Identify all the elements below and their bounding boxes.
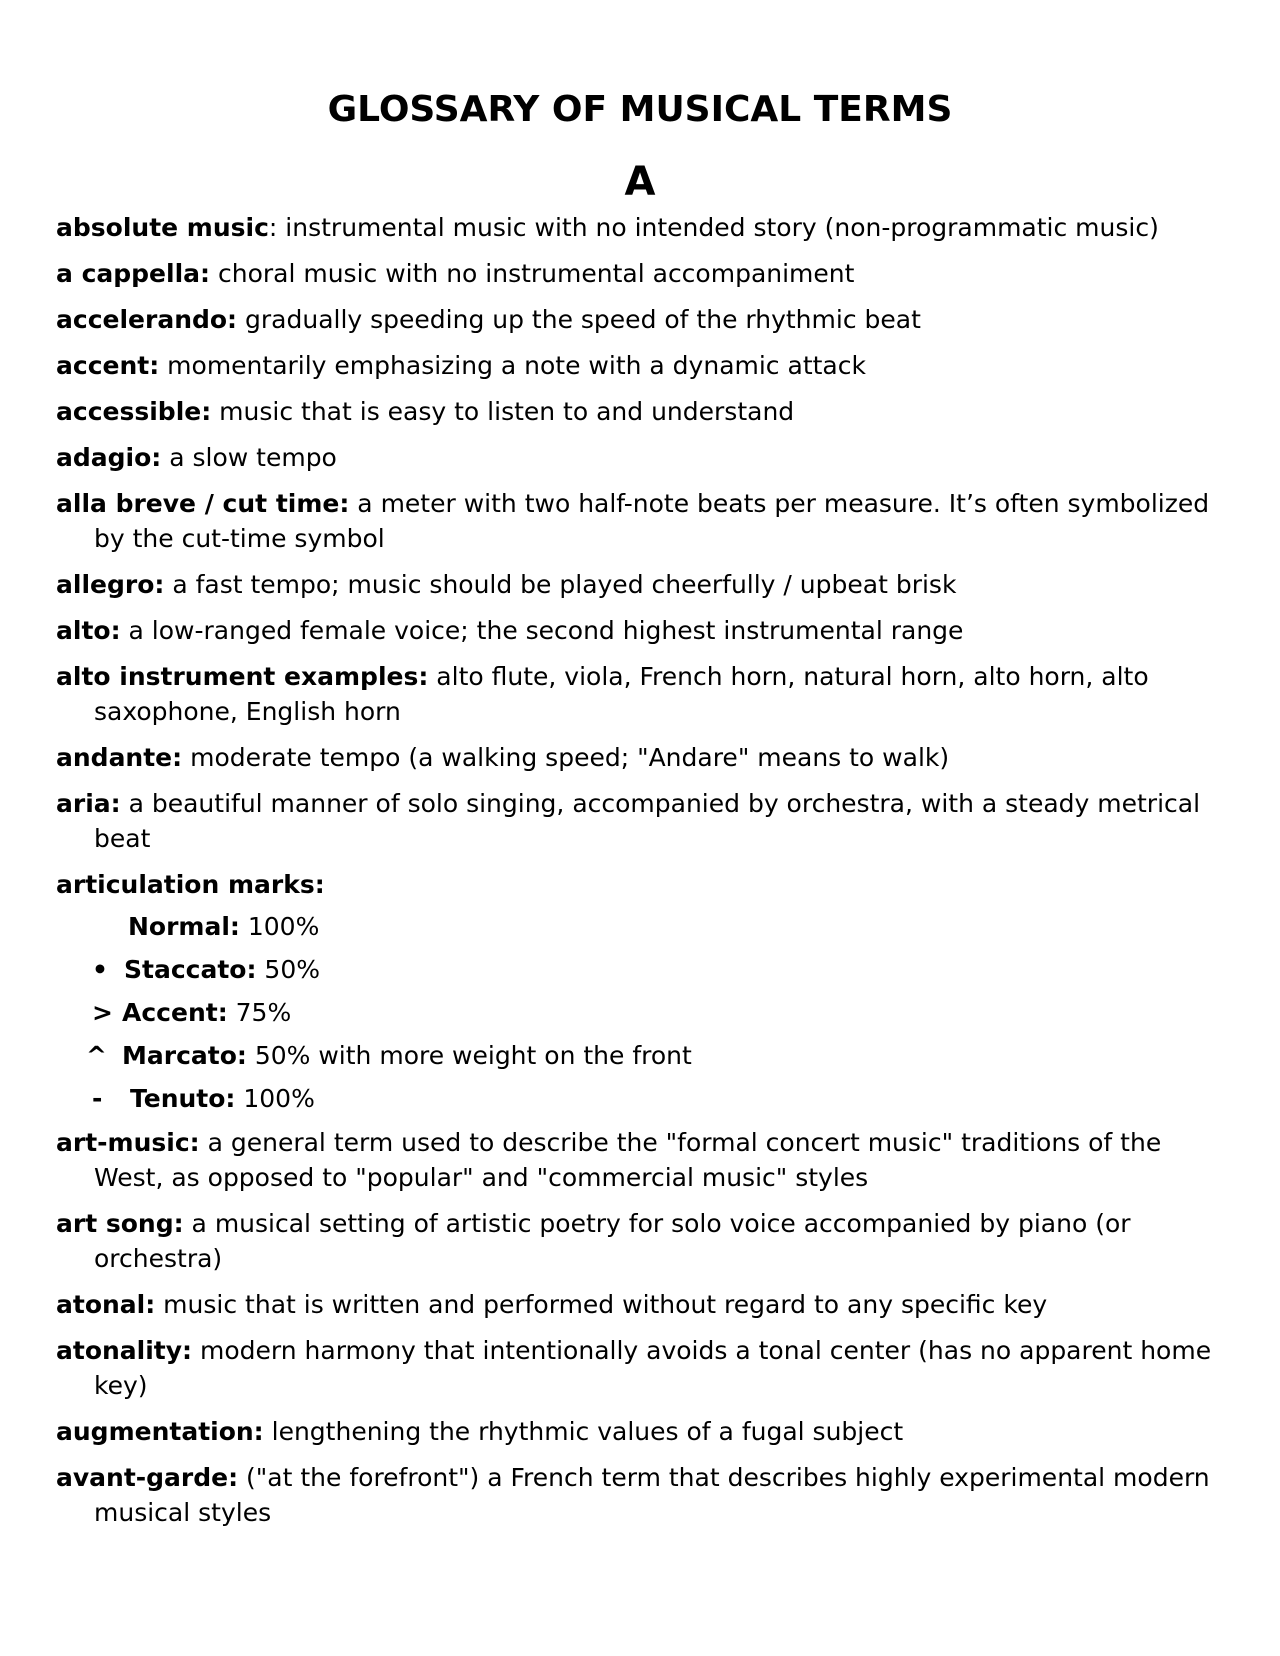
entry-term: alto: bbox=[56, 616, 121, 645]
glossary-entry bbox=[56, 740, 1226, 775]
entry-term: atonal: bbox=[56, 1290, 156, 1319]
entry-term: a cappella: bbox=[56, 259, 211, 288]
glossary-entry bbox=[56, 786, 1226, 856]
entries-before-list bbox=[56, 210, 1226, 902]
articulation-term: Tenuto: bbox=[130, 1084, 236, 1113]
articulation-value: 100% bbox=[239, 912, 320, 941]
entry-term: aria: bbox=[56, 789, 121, 818]
page-title: GLOSSARY OF MUSICAL TERMS bbox=[327, 89, 953, 130]
articulation-term: Staccato: bbox=[124, 955, 257, 984]
entry-term: accent: bbox=[56, 351, 160, 380]
entry-term: accessible: bbox=[56, 397, 212, 426]
articulation-mark-row bbox=[56, 1039, 1226, 1073]
entry-term: alto instrument examples: bbox=[56, 662, 429, 691]
articulation-mark-text bbox=[122, 1039, 692, 1073]
entry-term: adagio: bbox=[56, 443, 162, 472]
articulation-value: 75% bbox=[227, 998, 292, 1027]
glossary-entry bbox=[56, 867, 1226, 902]
entry-definition: alto flute, viola, French horn, natural horn, alto horn, alto saxophone, English horn bbox=[94, 662, 1149, 726]
entry-definition: moderate tempo (a walking speed; "Andare" means to walk) bbox=[182, 743, 950, 772]
entry-definition: momentarily emphasizing a note with a dynamic attack bbox=[159, 351, 866, 380]
entry-term: allegro: bbox=[56, 570, 165, 599]
entry-definition: a general term used to describe the "formal concert music" traditions of the West, as opposed to "popular" and "commercial music" styles bbox=[94, 1128, 1162, 1192]
articulation-value: 50% bbox=[256, 955, 320, 984]
entry-term: atonality: bbox=[56, 1336, 193, 1365]
glossary-entries bbox=[56, 210, 1226, 1541]
entry-definition: lengthening the rhythmic values of a fugal subject bbox=[263, 1417, 904, 1446]
entry-term: augmentation: bbox=[56, 1417, 264, 1446]
articulation-term: Accent: bbox=[122, 998, 228, 1027]
glossary-entry bbox=[56, 1333, 1226, 1403]
glossary-entry bbox=[56, 1125, 1226, 1195]
glossary-entry bbox=[56, 302, 1226, 337]
articulation-marks-list bbox=[56, 910, 1226, 1116]
entry-term: articulation marks: bbox=[56, 870, 325, 899]
entry-definition: a slow tempo bbox=[161, 443, 337, 472]
glossary-entry bbox=[56, 567, 1226, 602]
glossary-entry bbox=[56, 486, 1226, 556]
glossary-entry bbox=[56, 440, 1226, 475]
glossary-entry bbox=[56, 1460, 1226, 1530]
entry-term: avant-garde: bbox=[56, 1463, 239, 1492]
glossary-entry bbox=[56, 394, 1226, 429]
entry-definition: modern harmony that intentionally avoids a tonal center (has no apparent home key) bbox=[94, 1336, 1212, 1400]
entry-definition: instrumental music with no intended story (non-programmatic music) bbox=[277, 213, 1159, 242]
articulation-symbol: - bbox=[92, 1084, 103, 1113]
entry-term: andante: bbox=[56, 743, 183, 772]
entries-after-list bbox=[56, 1125, 1226, 1530]
entry-term: alla breve / cut time: bbox=[56, 489, 350, 518]
articulation-mark-text bbox=[124, 953, 320, 987]
entry-definition: choral music with no instrumental accompaniment bbox=[210, 259, 855, 288]
entry-definition: a musical setting of artistic poetry for solo voice accompanied by piano (or orchestra) bbox=[94, 1209, 1131, 1273]
entry-definition: ("at the forefront") a French term that describes highly experimental modern musical styles bbox=[94, 1463, 1210, 1527]
articulation-value: 50% with more weight on the front bbox=[246, 1041, 692, 1070]
glossary-entry bbox=[56, 613, 1226, 648]
entry-definition: a low-ranged female voice; the second highest instrumental range bbox=[120, 616, 964, 645]
entry-definition: music that is easy to listen to and understand bbox=[211, 397, 795, 426]
entry-definition: music that is written and performed without regard to any specific key bbox=[155, 1290, 1048, 1319]
articulation-symbol: ^ bbox=[86, 1041, 107, 1070]
articulation-mark-row bbox=[56, 996, 1226, 1030]
glossary-entry bbox=[56, 1414, 1226, 1449]
entry-definition: a beautiful manner of solo singing, accompanied by orchestra, with a steady metrical beat bbox=[94, 789, 1201, 853]
articulation-mark-row bbox=[56, 953, 1226, 987]
articulation-mark-row bbox=[56, 1082, 1226, 1116]
entry-definition: gradually speeding up the speed of the rhythmic beat bbox=[237, 305, 921, 334]
articulation-mark-text bbox=[128, 910, 319, 944]
articulation-symbol: > bbox=[92, 998, 113, 1027]
entry-separator: : bbox=[268, 213, 278, 242]
section-letter: A bbox=[624, 159, 656, 205]
articulation-symbol: • bbox=[92, 955, 108, 984]
glossary-entry bbox=[56, 348, 1226, 383]
glossary-entry bbox=[56, 659, 1226, 729]
glossary-entry bbox=[56, 1206, 1226, 1276]
articulation-mark-text bbox=[122, 996, 291, 1030]
glossary-entry bbox=[56, 256, 1226, 291]
articulation-term: Marcato: bbox=[122, 1041, 247, 1070]
glossary-entry bbox=[56, 210, 1226, 245]
entry-term: art-music: bbox=[56, 1128, 200, 1157]
entry-definition: a meter with two half-note beats per measure. It’s often symbolized by the cut-time symbol bbox=[94, 489, 1210, 553]
entry-term: accelerando: bbox=[56, 305, 238, 334]
entry-definition: a fast tempo; music should be played cheerfully / upbeat brisk bbox=[164, 570, 957, 599]
entry-term: absolute music bbox=[56, 213, 269, 242]
articulation-value: 100% bbox=[235, 1084, 315, 1113]
entry-term: art song: bbox=[56, 1209, 184, 1238]
glossary-entry bbox=[56, 1287, 1226, 1322]
articulation-term: Normal: bbox=[128, 912, 240, 941]
articulation-mark-text bbox=[130, 1082, 315, 1116]
articulation-mark-row bbox=[56, 910, 1226, 944]
